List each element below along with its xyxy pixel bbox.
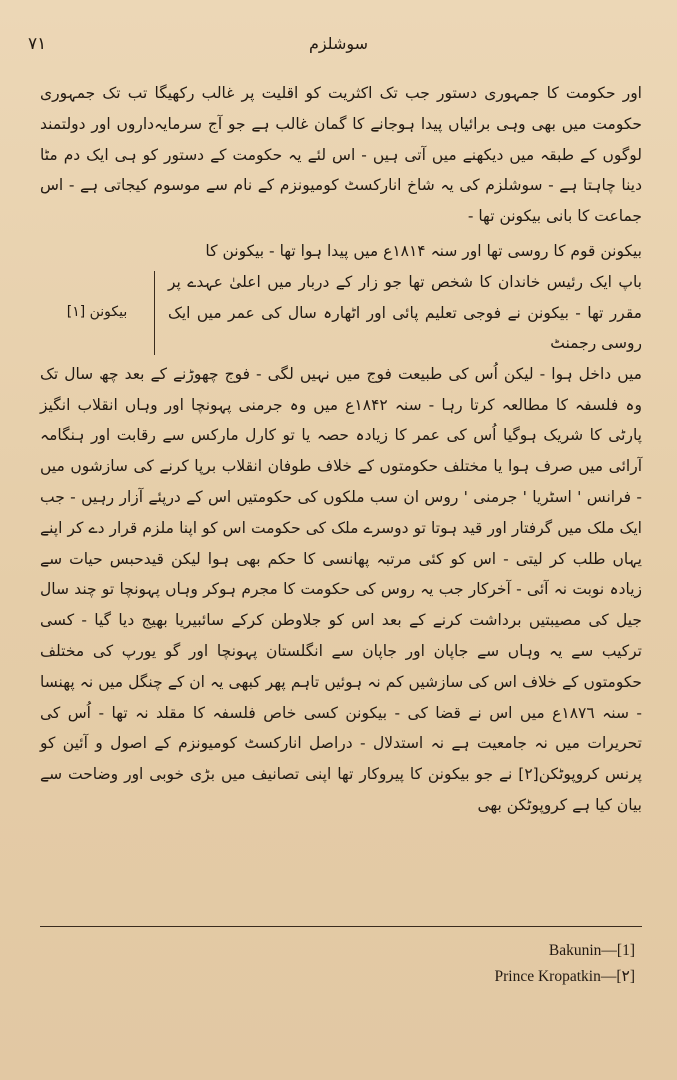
page-number: ٧١: [28, 34, 47, 54]
footnotes: [315, 938, 635, 990]
marginal-note: [40, 271, 155, 355]
paragraph-2-opening: بیکونن قوم کا روسی تھا اور سنہ ١٨١۴ع میں پیدا ہوا تھا - بیکونن کا: [205, 241, 642, 260]
paragraph-2-continuation: میں داخل ہوا - لیکن اُس کی طبیعت فوج میں نہیں لگی - فوج چھوڑنے کے بعد چھ سال تک وہ فلسفہ کا مطالعہ کرتا رہا - سنہ ١٨۴٢ع میں وہ جرمنی پہونچا اور وہاں انقلاب انگیز پارٹی کا شریک ہوگیا اُس کی عمر کا زیادہ حصہ یا تو کارل مارکس سے رقابت اور ہنگامہ آرائی میں صرف ہوا یا مختلف حکومتوں کے خلاف طوفان انقلاب برپا کرنے کی سازشوں میں - فرانس ' اسٹریا ' جرمنی ' روس ان سب ملکوں کی حکومتیں اس کے درپئے آزار رہیں - جب ایک ملک میں گرفتار اور قید ہوتا تو دوسرے ملک کی حکومت اس کو اپنا ملزم قرار دے کر اپنے یہاں طلب کر لیتی - اس کو کئی مرتبہ پھانسی کا حکم بھی ہوا لیکن قیدحبس حیات سے زیادہ نوبت نہ آئی - آخرکار جب یہ روس کی حکومت کا مجرم ہوکر وہاں پہونچا تو چند سال جیل کی مصیبتیں برداشت کرنے کے بعد اس کو جلاوطن کرکے سائبیریا بھیج دیا گیا - کسی ترکیب سے یہ وہاں سے جاپان اور جاپان سے انگلستان پہونچا اور گو یورپ کی مختلف حکومتوں کے خلاف اس کی سازشیں کم نہ ہوئیں تاہم پھر کبھی یہ ان کے چنگل میں نہ پھنسا - سنہ ١٨٧٦ع میں اس نے قضا کی - بیکونن کسی خاص فلسفہ کا مقلد نہ تھا - اُس کی تحریرات میں نہ جامعیت ہے نہ استدلال - دراصل انارکسٹ کومیونزم کے اصول و آئین کو پرنس کروپوٹکن[٢] نے جو بیکونن کا پیروکار تھا اپنی تصانیف میں بڑی خوبی اور وضاحت سے بیان کیا ہے کروپوٹکن بھی: [40, 364, 642, 814]
side-note-block: [40, 267, 642, 359]
running-title: سوشلزم: [308, 34, 369, 53]
footnote-1: Bakunin—[1]: [548, 942, 635, 959]
body-text: [40, 78, 642, 821]
paragraph-2-side-lines: باپ ایک رئیس خاندان کا شخص تھا جو زار کے دربار میں اعلیٰ عہدے پر مقرر تھا - بیکونن نے فوجی تعلیم پائی اور اٹھارہ سال کی عمر میں ایک روسی رجمنٹ: [168, 272, 642, 353]
page-header: [0, 34, 677, 62]
marginal-note-label: بیکونن [١]: [66, 304, 128, 321]
paragraph-1: اور حکومت کا جمہوری دستور جب تک اکثریت کو اقلیت پر غالب رکھیگا تب تک جمہوری حکومت میں بھی وہی برائیاں پیدا ہوجانے کا گمان غالب ہے جو آج سرمایہ‌داروں اور دولتمند لوگوں کے طبقہ میں دیکھنے میں آتی ہیں - اس لئے یہ حکومت کے دستور کو ہی ایک دم مٹا دینا چاہتا ہے - سوشلزم کی یہ شاخ انارکسٹ کومیونزم کے نام سے موسوم کیجاتی ہے - اس جماعت کا بانی بیکونن تھا -: [40, 84, 642, 226]
footnote-divider: [40, 926, 642, 927]
footnote-2: Prince Kropatkin—[٢]: [494, 968, 635, 985]
